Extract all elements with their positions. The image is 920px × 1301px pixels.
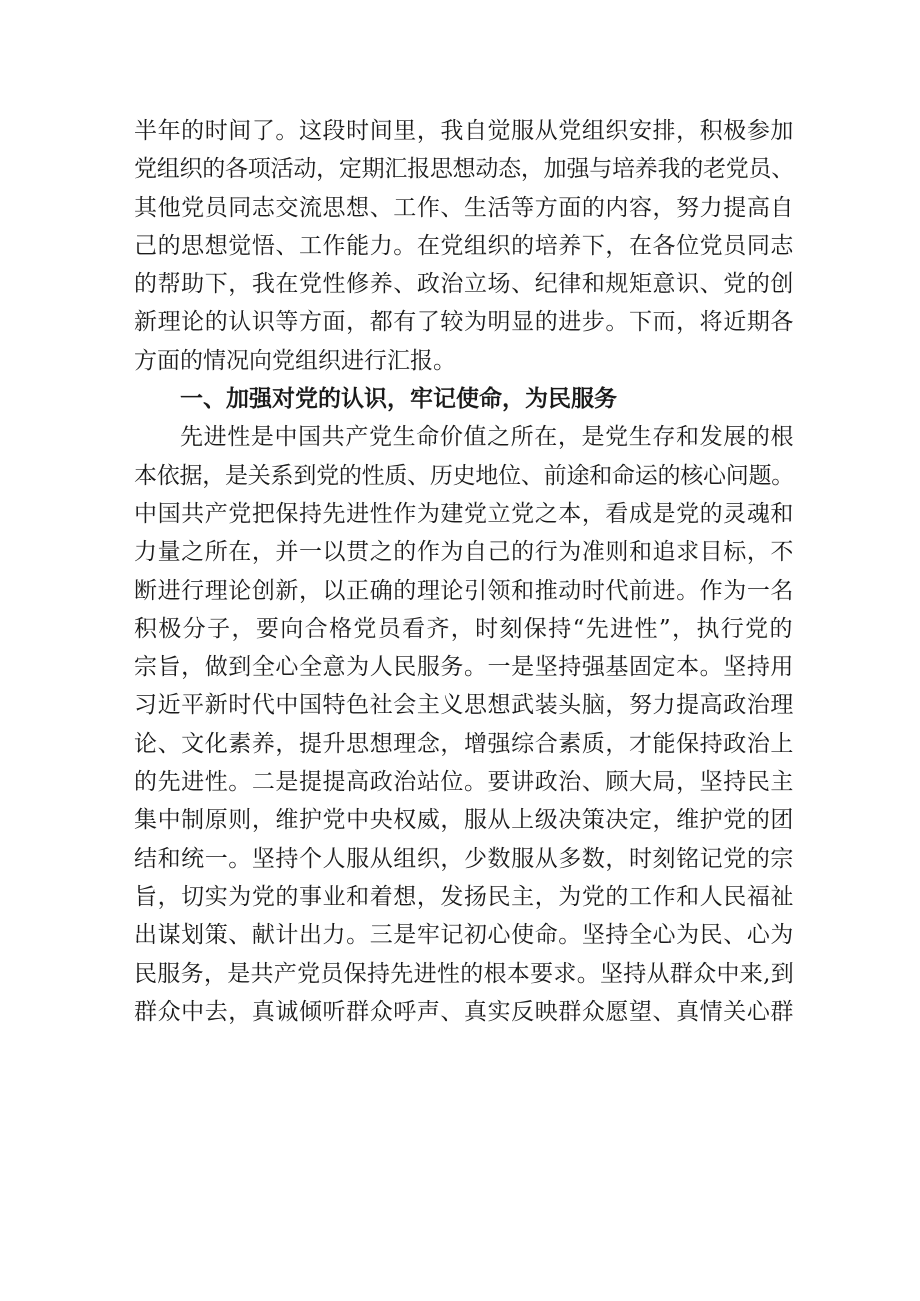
text-line: 中国共产党把保持先进性作为建党立党之本，看成是党的灵魂和	[134, 500, 794, 527]
text-line: 群众中去，真诚倾听群众呼声、真实反映群众愿望、真情关心群	[134, 998, 794, 1025]
text-line: 方面的情况向党组织进行汇报。	[134, 347, 456, 374]
text-line: 积极分子，要向合格党员看齐，时刻保持“先进性”，执行党的	[134, 615, 794, 642]
text-line: 先进性是中国共产党生命价值之所在，是党生存和发展的根	[180, 424, 795, 451]
text-line: 出谋划策、献计出力。三是牢记初心使命。坚持全心为民、心为	[134, 922, 794, 949]
text-line: 其他党员同志交流思想、工作、生活等方面的内容，努力提高自	[134, 194, 794, 221]
text-line: 力量之所在，并一以贯之的作为自己的行为准则和追求目标，不	[134, 539, 794, 566]
text-line: 本依据，是关系到党的性质、历史地位、前途和命运的核心问题。	[134, 462, 795, 489]
text-line: 的先进性。二是提提高政治站位。要讲政治、顾大局，坚持民主	[134, 769, 794, 796]
text-line: 的帮助下，我在党性修养、政治立场、纪律和规矩意识、党的创	[134, 271, 794, 298]
text-line: 半年的时间了。这段时间里，我自觉服从党组织安排，积极参加	[134, 118, 794, 144]
text-line: 新理论的认识等方面，都有了较为明显的进步。下而，将近期各	[134, 309, 794, 336]
text-line: 结和统一。坚持个人服从组织，少数服从多数，时刻铭记党的宗	[134, 845, 794, 872]
section-heading: 一、加强对党的认识，牢记使命，为民服务	[180, 385, 617, 413]
text-line: 己的思想觉悟、工作能力。在党组织的培养下，在各位党员同志	[134, 232, 794, 259]
text-line: 民服务，是共产党员保持先进性的根本要求。坚持从群众中来,到	[134, 960, 795, 987]
text-line: 断进行理论创新，以正确的理论引领和推动时代前进。作为一名	[134, 577, 794, 604]
text-line: 宗旨，做到全心全意为人民服务。一是坚持强基固定本。坚持用	[134, 654, 794, 681]
text-line: 论、文化素养，提升思想理念，增强综合素质，才能保持政治上	[134, 730, 794, 757]
text-line: 党组织的各项活动，定期汇报思想动态，加强与培养我的老党员、	[134, 156, 795, 183]
text-line: 旨，切实为党的事业和着想，发扬民主，为党的工作和人民福祉	[134, 883, 794, 910]
text-line: 习近平新时代中国特色社会主义思想武装头脑，努力提高政治理	[134, 692, 794, 719]
text-line: 集中制原则，维护党中央权威，服从上级决策决定，维护党的团	[134, 807, 794, 834]
document-body	[134, 112, 794, 1031]
